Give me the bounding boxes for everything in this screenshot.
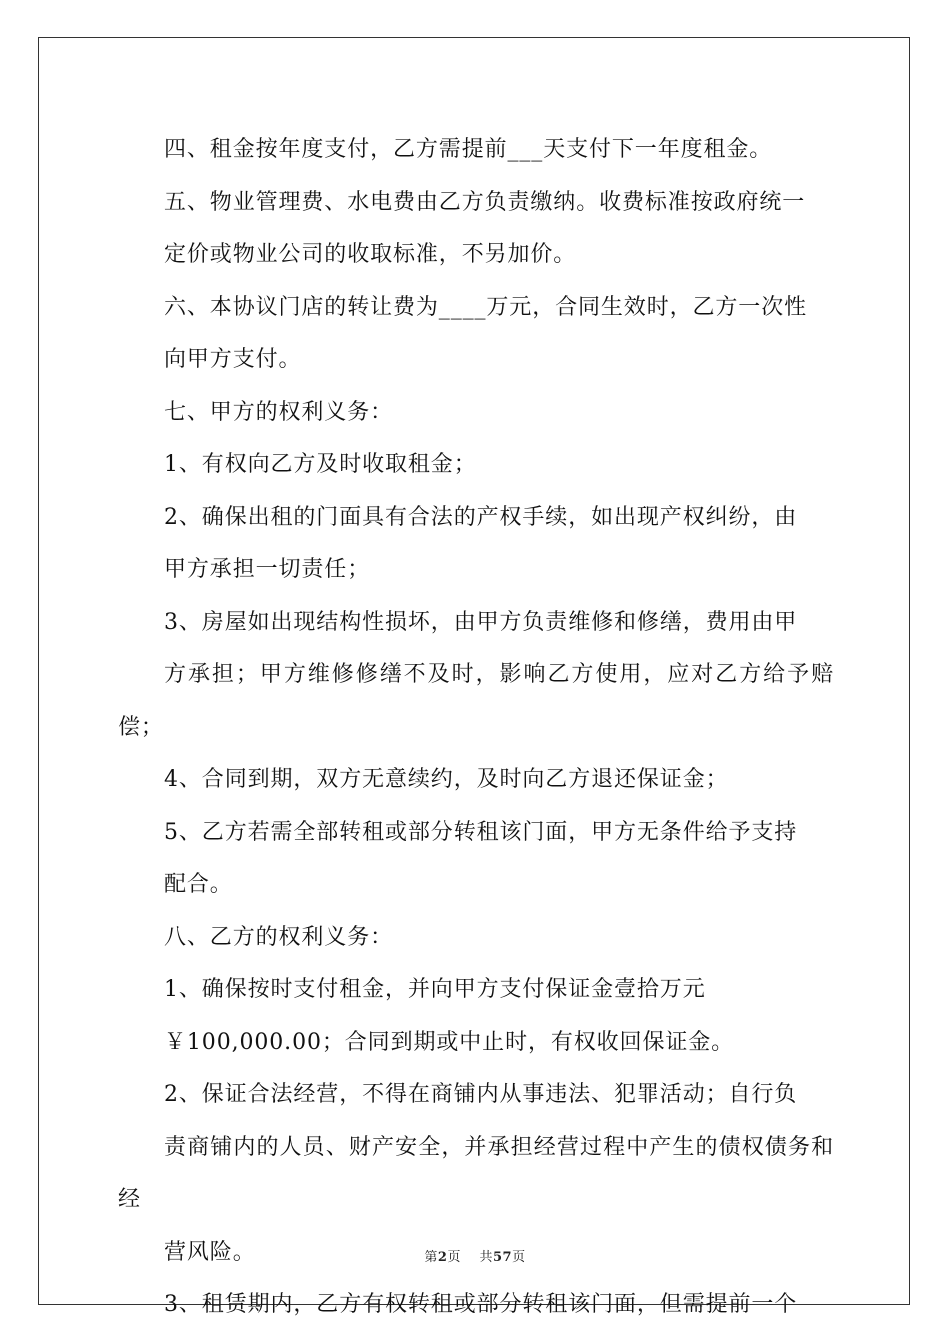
paragraph-line: 七、甲方的权利义务： [164, 399, 394, 425]
paragraph-line: 六、本协议门店的转让费为____万元，合同生效时，乙方一次性 [164, 294, 808, 320]
paragraph [118, 807, 834, 912]
paragraph-line: 配合。 [164, 872, 233, 897]
paragraph [118, 754, 834, 807]
paragraph-line: 5、乙方若需全部转租或部分转租该门面，甲方无条件给予支持 [164, 819, 798, 845]
paragraph-line: 3、房屋如出现结构性损坏，由甲方负责维修和修缮，费用由甲 [164, 609, 798, 635]
paragraph [118, 177, 834, 282]
paragraph-line: 定价或物业公司的收取标准，不另加价。 [164, 242, 577, 267]
paragraph-line: 方承担；甲方维修修缮不及时，影响乙方使用，应对乙方给予赔偿； [118, 662, 834, 740]
paragraph-line: 营风险。 [164, 1239, 256, 1265]
paragraph [118, 912, 834, 965]
paragraph-line: 八、乙方的权利义务： [164, 924, 394, 950]
paragraph [118, 124, 834, 177]
paragraph-line: 2、确保出租的门面具有合法的产权手续，如出现产权纠纷，由 [164, 504, 798, 530]
paragraph-line: ￥100,000.00；合同到期或中止时，有权收回保证金。 [164, 1029, 735, 1055]
page-footer [0, 1246, 950, 1265]
paragraph [118, 492, 834, 597]
paragraph-line: 甲方承担一切责任； [164, 557, 371, 582]
footer-total-unit: 页 [512, 1250, 526, 1265]
paragraph-line: 五、物业管理费、水电费由乙方负责缴纳。收费标准按政府统一 [164, 189, 806, 215]
paragraph-line: 4、合同到期，双方无意续约，及时向乙方退还保证金； [164, 767, 729, 792]
footer-prefix: 第 [424, 1250, 438, 1265]
paragraph [118, 387, 834, 440]
paragraph [118, 597, 834, 755]
paragraph-line: 1、确保按时支付租金，并向甲方支付保证金壹拾万元 [164, 977, 706, 1002]
paragraph-line: 向甲方支付。 [164, 347, 302, 372]
footer-page-unit: 页 [447, 1250, 461, 1265]
paragraph [118, 439, 834, 492]
paragraph-line: 3、租赁期内，乙方有权转租或部分转租该门面，但需提前一个 [164, 1292, 798, 1317]
paragraph-line: 责商铺内的人员、财产安全，并承担经营过程中产生的债权债务和经 [118, 1134, 834, 1212]
paragraph [118, 964, 834, 1069]
footer-page-number: 2 [437, 1250, 448, 1265]
paragraph-line: 2、保证合法经营，不得在商铺内从事违法、犯罪活动；自行负 [164, 1082, 798, 1107]
paragraph-line: 1、有权向乙方及时收取租金； [164, 452, 477, 477]
footer-total-pages: 57 [493, 1250, 513, 1265]
paragraph-line: 四、租金按年度支付，乙方需提前___天支付下一年度租金。 [164, 137, 773, 162]
document-body [118, 124, 834, 1332]
paragraph [118, 1279, 834, 1332]
footer-total-prefix: 共 [479, 1250, 493, 1265]
paragraph [118, 282, 834, 387]
